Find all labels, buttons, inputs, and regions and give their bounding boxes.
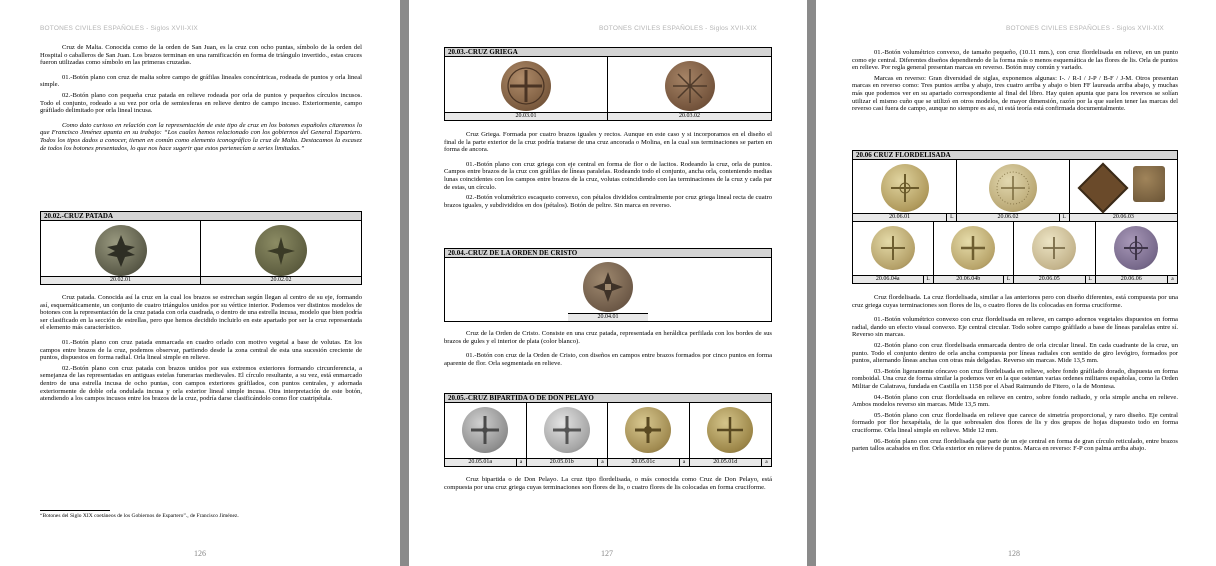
figure-code: 20.06.06 <box>1120 276 1142 282</box>
figure-box-cruz-patada <box>40 211 362 285</box>
button-image <box>1032 226 1076 270</box>
button-image <box>95 225 147 276</box>
paragraph: 01.-Botón plano con cruz griega con eje central en forma de flor o de lacitos. Rodeando la cruz, orla de puntos. Campos entre brazos de la cruz con gráfilas de líneas paralelas. Rodeando todo el conjunto, ancha orla, conteniendo medias lunas coincidentes con los campos entre brazos de la cruz, volutas coincidiendo con las terminaciones de la cruz y cada par de estas, un círculo. <box>444 160 772 191</box>
figure-cell <box>41 221 201 284</box>
paragraph: Cruz bipartida o de Don Pelayo. La cruz tipo flordelisada, o más conocida como Cruz de Don Pelayo, está compuesta por una cruz griega cuyas terminaciones son flores de lis, o cuatro flores de lis colocadas en forma cruciforme. <box>444 476 772 491</box>
paragraph: 02.-Botón volumétrico escaqueto convexo, con pétalos divididos centralmente por cruz griega lineal recta de cuatro brazos iguales, y subdivididos en dos (pétalos). Botón de peltre. Sin marca en reverso. <box>444 194 772 209</box>
body-text <box>40 294 362 406</box>
figure-code: 20.03.01 <box>515 113 537 119</box>
figure-box-cruz-griega <box>444 47 772 121</box>
page-127 <box>409 0 807 566</box>
paragraph: Marcas en reverso: Gran diversidad de siglas, exponemos algunas: I-. / R-I / J-P / B-F / J-M. Otros presentan marcas en reverso como: Tres puntos arriba y abajo, tres cuatro arriba y abajo o bien FF laureada arriba abajo, y muchas más que podemos ver en su apartado correspondiente al final del libro. Hay quien apunta que para los reversos se solían utilizar el mismo cuño que se utilizó en otros modelos, de mayor dimensión, razón por la que suelen tener las marcas del reverso casi fuera de campo, aunque no siempre es así, ni está teoría está confirmada documentalmente. <box>852 74 1178 113</box>
paragraph: 01.-Botón volumétrico convexo con cruz flordelisada en relieve, en campo adornos vegetales dispuestos en forma radial, dando un efecto visual convexo. Eje central circular. Todo sobre campo gráfilado a base de líneas paralelas entre sí. Reverso sin marcas. <box>852 316 1178 339</box>
figure-title: 20.03.-CRUZ GRIEGA <box>445 48 771 57</box>
paragraph: 06.-Botón plano con cruz flordelisada que parte de un eje central en forma de gran círculo reticulado, entre brazos parten tallos acabados en flor. Orla exterior en relieve de puntos. Marca en reverso: F-P con palma arriba abajo. <box>852 437 1178 453</box>
button-image <box>625 407 671 453</box>
figure-cell <box>201 221 361 284</box>
paragraph: Cruz Griega. Formada por cuatro brazos iguales y rectos. Aunque en este caso y si incorporamos en el diseño el final de la parte exterior de la cruz podría tratarse de una cruz ancorada o Molina, en la cual sus terminaciones se parten en forma de ancora. <box>444 131 772 154</box>
button-image <box>1081 166 1165 210</box>
figure-code: 20.05.01c <box>631 459 656 465</box>
figure-flag: L <box>1059 214 1069 221</box>
figure-flag: a <box>1167 276 1177 283</box>
figure-cell <box>934 222 1015 283</box>
figure-box-orden-cristo <box>444 248 772 322</box>
figure-box-cruz-bipartida <box>444 393 772 467</box>
figure-flag: L <box>946 214 956 221</box>
button-image <box>1114 226 1158 270</box>
footnote: “Botones del Siglo XIX coetáneos de los Gobiernos de Espartero”., de Francisco Jiménez. <box>40 513 239 519</box>
paragraph: 01.-Botón plano con cruz de malta sobre campo de gráfilas lineales concéntricas, rodeada de puntos y orla lineal simple. <box>40 73 362 89</box>
figure-cell <box>853 160 957 221</box>
figure-cell <box>445 403 527 466</box>
button-image <box>665 61 715 111</box>
button-image <box>501 61 551 111</box>
figure-flag: L <box>923 276 933 283</box>
button-image <box>707 407 753 453</box>
figure-cell <box>608 403 690 466</box>
text-cruz-griega <box>444 131 772 212</box>
figure-cell <box>1014 222 1096 283</box>
button-image <box>544 407 590 453</box>
figure-flag: a <box>597 459 607 466</box>
button-image <box>255 225 307 276</box>
page-number: 127 <box>601 549 613 558</box>
paragraph: Cruz de la Orden de Cristo. Consiste en una cruz patada, representada en heráldica perfilada con los bordes de sus brazos de gules y el interior de plata (color blanco). <box>444 330 772 345</box>
button-image <box>583 262 633 312</box>
figure-code: 20.06.04b <box>956 276 981 282</box>
page-128 <box>816 0 1216 566</box>
figure-title: 20.04.-CRUZ DE LA ORDEN DE CRISTO <box>445 249 771 258</box>
paragraph: 02.-Botón plano con cruz patada con brazos unidos por sus extremos exteriores formando circunferencia, a semejanza de las representadas en antiguas estelas funerarias medievales. El círculo resultante, a su vez, está enmarcado dentro de una estrella incusa de ocho puntas, con campos exteriores gráfilados, con puntos centrales, y adornada exteriormente de doble orla ondulada incusa y orla exterior lineal simple incusa. Otra interpretación de este botón, atendiendo a los campos incusos entre los brazos de la cruz, podría darse clasificándolo como flor cuatripétala. <box>40 364 362 403</box>
paragraph: 01.-Botón plano con cruz patada enmarcada en cuadro orlado con motivo vegetal a base de volutas. En los campos entre brazos de la cruz, podemos observar, partiendo desde la zona central de esta una sucesión creciente de puntos, dispuestos en forma radial. Orla lineal simple en relieve. <box>40 338 362 362</box>
figure-code: 20.02.01 <box>110 277 131 283</box>
figure-code: 20.06.01 <box>889 214 911 220</box>
figure-code: 20.06.03 <box>1112 214 1134 220</box>
button-image <box>871 226 915 270</box>
figure-code: 20.03.02 <box>679 113 700 119</box>
text-cruz-bipartida <box>444 476 772 494</box>
paragraph: 02.-Botón plano con pequeña cruz patada en relieve rodeada por orla de puntos y pequeños círculos incusos. Todo el conjunto, rodeado a su vez por orla de semiesferas en relieve dentro de campo incuso. Exteriormente, campo gráfilado delimitado por orla lineal incusa. <box>40 91 362 115</box>
figure-cell <box>1096 222 1178 283</box>
figure-title: 20.05.-CRUZ BIPARTIDA O DE DON PELAYO <box>445 394 771 403</box>
figure-title: 20.02.-CRUZ PATADA <box>41 212 361 221</box>
footnote-rule <box>40 510 110 511</box>
running-header: BOTONES CIVILES ESPAÑOLES - Siglos XVII-XIX <box>40 25 198 32</box>
figure-flag: a <box>516 459 526 466</box>
figure-cell <box>527 403 609 466</box>
figure-flag: a <box>761 459 771 466</box>
paragraph: Cruz patada. Conocida así la cruz en la cual los brazos se estrechan según llegan al centro de su eje, formando así, esquemáticamente, un conjunto de cuatro triángulos unidos por su vértice interior. Podemos ver distintos modelos de botones con la representación de la cruz patada con orla cuadrada, o dentro de una estrella incusa, modelo que bien podría ser clasificado en la sección de estrellas, pero que hemos decidido incluirlo en este apartado por ser la cruz representada el elemento más característico. <box>40 294 362 332</box>
button-image <box>951 226 995 270</box>
figure-title: 20.06 CRUZ FLORDELISADA <box>853 151 1177 160</box>
paragraph: 03.-Botón ligeramente cóncavo con cruz flordelisada en relieve, sobre fondo gráfilado dorado, dispuesta en forma romboidal. Una cruz de forma similar la podemos ver en la que ostentan varias ordenes militares españolas, como la Orden Militar de Calatrava, fundada en Castilla en 1158 por el Abad Raimundo de Fitero, o la de Montesa. <box>852 367 1178 390</box>
figure-flag: L <box>1003 276 1013 283</box>
figure-code: 20.05.01d <box>713 459 738 465</box>
figure-cell <box>1070 160 1177 221</box>
paragraph: 04.-Botón plano con cruz flordelisada en relieve en centro, sobre fondo radiado, y orla simple ancha en relieve. Ambos modelos reverso sin marcas. Mide 13,5 mm. <box>852 393 1178 409</box>
figure-flag: L <box>1085 276 1095 283</box>
figure-code: 20.04.01 <box>597 314 619 320</box>
button-image <box>462 407 508 453</box>
figure-code: 20.05.01b <box>549 459 574 465</box>
page-126 <box>0 0 400 566</box>
running-header: BOTONES CIVILES ESPAÑOLES - Siglos XVII-XIX <box>599 25 757 32</box>
figure-cell <box>445 258 771 321</box>
page-number: 128 <box>1008 549 1020 558</box>
figure-cell <box>608 57 771 120</box>
figure-box-cruz-flordelisada <box>852 150 1178 284</box>
button-image <box>881 164 929 212</box>
figure-cell <box>957 160 1069 221</box>
figure-cell <box>853 222 934 283</box>
figure-code: 20.06.05 <box>1038 276 1060 282</box>
paragraph: Cruz flordelisada. La cruz flordelisada, similar a las anteriores pero con diseño diferentes, está compuesta por una cruz griega cuyas terminaciones son flores de lis, o cuatro flores de lis colocadas en forma cruciforme. <box>852 294 1178 309</box>
paragraph: Cruz de Malta. Conocida como de la orden de San Juan, es la cruz con ocho puntas, símbolo de la orden del Hospital o caballeros de San Juan. Los brazos terminan en una ramificación en forma de triángulo invertido., estas cruces fueron utilizadas como símbolo en las primeras cruzadas. <box>40 44 362 67</box>
running-header: BOTONES CIVILES ESPAÑOLES - Siglos XVII-XIX <box>1006 25 1164 32</box>
paragraph: 05.-Botón plano con cruz flordelisada en relieve que carece de simetría proporcional, y raro diseño. Eje central formado por flor hexapétala, de la que sobresalen dos flores de lis y dos grupos de hojas dispuesto todo en forma cruciforme. Orla lineal simple en relieve. Mide 12 mm. <box>852 411 1178 434</box>
button-image <box>989 164 1037 212</box>
text-flordelisada-intro <box>852 49 1178 116</box>
figure-code: 20.05.01a <box>468 459 493 465</box>
text-flordelisada <box>852 294 1178 456</box>
figure-cell <box>445 57 608 120</box>
figure-code: 20.02.02 <box>270 277 292 283</box>
paragraph: 01.-Botón con cruz de la Orden de Cristo, con diseños en campos entre brazos formados por cinco puntos en forma aparente de flor. Orla segmentada en relieve. <box>444 352 772 367</box>
paragraph: 02.-Botón plano con cruz flordelisada enmarcada dentro de orla circular lineal. En cada cuadrante de la cruz, un punto. Todo el conjunto dentro de orla ancha compuesta por líneas radiales con sentido de giro levógiro, formados por puntos, alternando líneas anchas con otras más delgadas. Reverso sin marcas. Mide 13,5 mm. <box>852 341 1178 365</box>
paragraph: Como dato curioso en relación con la representación de este tipo de cruz en los botones españoles citaremos lo que Francisco Jiménez apunta en su trabajo: “Los cuales hemos relacionado con los gobiernos del General Espartero. Todos los tipos dados a conocer, tienen en común como elemento iconográfico la cruz de Malta. Destacamos la escasez de todos los botones presentados, lo que nos hace sugerir que estos pertenecían a series limitadas.” <box>40 121 362 152</box>
figure-flag: a <box>679 459 689 466</box>
figure-cell <box>690 403 772 466</box>
page-number: 126 <box>194 549 206 558</box>
text-orden-cristo <box>444 330 772 370</box>
intro-text <box>40 44 362 155</box>
figure-code: 20.06.02 <box>997 214 1019 220</box>
paragraph: 01.-Botón volumétrico convexo, de tamaño pequeño, (10.11 mm.), con cruz flordelisada en relieve, en un punto como eje central. Diferentes diseños dependiendo de la forma más o menos esquemática de las flores de lis. Orla de puntos en relieve. Por regla general presentan marcas en reverso. Botón muy común y variado. <box>852 49 1178 72</box>
figure-code: 20.06.04a <box>875 276 900 282</box>
